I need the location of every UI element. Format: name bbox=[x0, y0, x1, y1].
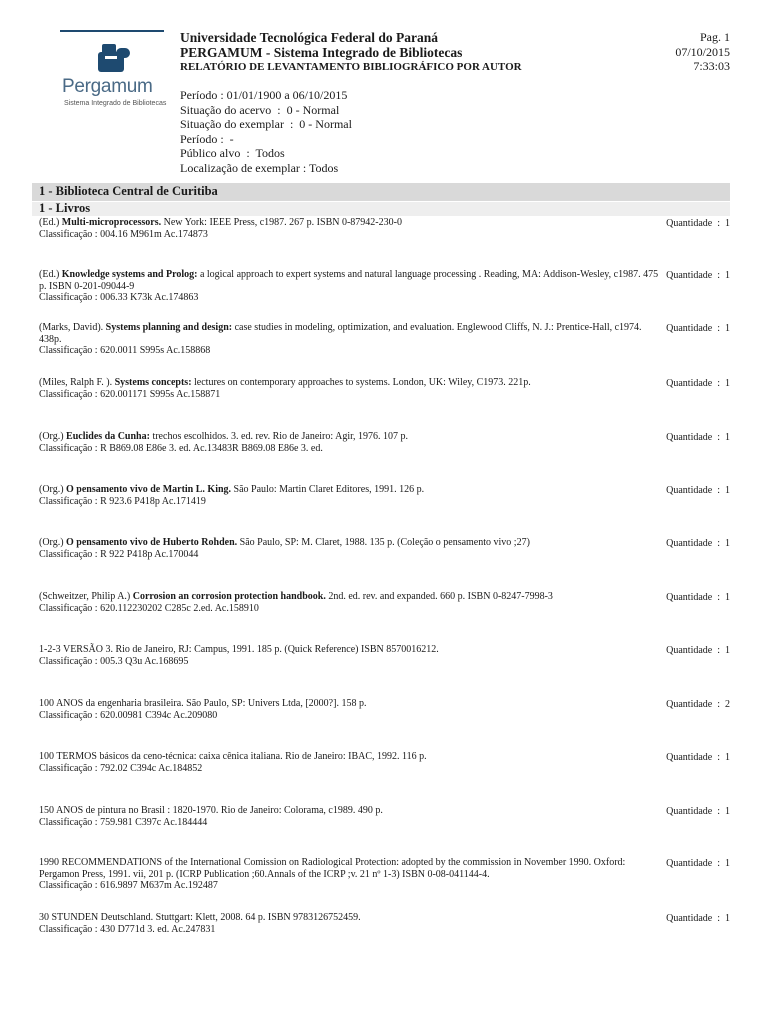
filter-row bbox=[180, 88, 352, 103]
entry-classification: Classificação : 006.33 K73k Ac.174863 bbox=[39, 292, 199, 303]
bibliography-entry bbox=[39, 377, 659, 400]
filter-value: Todos bbox=[255, 146, 285, 161]
report-header bbox=[180, 30, 522, 75]
entry-reference bbox=[39, 857, 659, 880]
filter-label: Período : bbox=[180, 88, 227, 102]
entry-author: (Org.) bbox=[39, 431, 67, 442]
report-title: RELATÓRIO DE LEVANTAMENTO BIBLIOGRÁFICO POR AUTOR bbox=[180, 61, 522, 73]
entry-title: Euclides da Cunha: bbox=[66, 431, 150, 442]
entry-title: Systems concepts: bbox=[114, 377, 192, 388]
bibliography-entry bbox=[39, 857, 659, 892]
entry-quantity bbox=[666, 485, 730, 496]
entry-title: O pensamento vivo de Huberto Rohden. bbox=[66, 537, 238, 548]
logo-top-rule bbox=[60, 30, 164, 32]
quantity-value: 1 bbox=[725, 806, 730, 817]
entry-details: case studies in modeling, optimization, and evaluation. Englewood Cliffs, N. J.: Prentice-Hall, c1974. 438p. bbox=[39, 322, 642, 345]
quantity-value: 1 bbox=[725, 645, 730, 656]
entry-classification: Classificação : 620.001171 S995s Ac.158871 bbox=[39, 388, 221, 400]
entry-classification: Classificação : 616.9897 M637m Ac.192487 bbox=[39, 880, 218, 891]
filter-label: Público alvo : bbox=[180, 146, 256, 161]
entry-title: Systems planning and design: bbox=[105, 322, 233, 333]
entry-quantity bbox=[666, 432, 730, 443]
logo-subtitle: Sistema Integrado de Bibliotecas bbox=[64, 100, 167, 107]
entry-classification: Classificação : R B869.08 E86e 3. ed. Ac.13483R B869.08 E86e 3. ed. bbox=[39, 442, 323, 454]
report-date: 07/10/2015 bbox=[675, 44, 730, 59]
entry-quantity bbox=[666, 538, 730, 549]
report-time: 7:33:03 bbox=[693, 59, 730, 73]
bibliography-entry bbox=[39, 322, 659, 357]
filter-value: Todos bbox=[309, 160, 339, 175]
entry-reference bbox=[39, 698, 659, 710]
filter-row bbox=[180, 132, 352, 147]
pergamum-logo bbox=[58, 30, 168, 110]
bibliography-entry bbox=[39, 805, 659, 828]
quantity-label: Quantidade bbox=[666, 592, 713, 603]
filter-row bbox=[180, 146, 352, 161]
material-type-title: 1 - Livros bbox=[39, 201, 91, 215]
entry-author: (Schweitzer, Philip A.) bbox=[39, 591, 133, 602]
entry-author: (Org.) bbox=[39, 537, 67, 548]
entry-details: 100 TERMOS básicos da ceno-técnica: caixa cênica italiana. Rio de Janeiro: IBAC, 1992. 116 p. bbox=[39, 751, 427, 762]
entry-classification: Classificação : 430 D771d 3. ed. Ac.247831 bbox=[39, 923, 216, 935]
quantity-label: Quantidade bbox=[666, 752, 713, 763]
quantity-separator: : bbox=[712, 806, 725, 817]
quantity-separator: : bbox=[712, 645, 725, 656]
bibliography-entry bbox=[39, 644, 659, 667]
quantity-separator: : bbox=[712, 538, 725, 549]
quantity-separator: : bbox=[712, 323, 725, 334]
entry-reference bbox=[39, 591, 659, 603]
filter-row bbox=[180, 103, 352, 118]
entry-classification: Classificação : 620.00981 C394c Ac.209080 bbox=[39, 709, 218, 721]
entry-quantity bbox=[666, 592, 730, 603]
entry-reference bbox=[39, 644, 659, 656]
filter-label: Situação do acervo : bbox=[180, 102, 287, 117]
library-section-heading bbox=[32, 183, 730, 201]
entry-reference bbox=[39, 431, 659, 443]
entry-reference bbox=[39, 217, 659, 229]
entry-reference bbox=[39, 751, 659, 763]
entry-reference bbox=[39, 484, 659, 496]
entry-reference bbox=[39, 322, 659, 345]
filter-label: Período : bbox=[180, 131, 230, 146]
quantity-separator: : bbox=[712, 858, 725, 869]
bibliography-entry bbox=[39, 698, 659, 721]
quantity-label: Quantidade bbox=[666, 270, 713, 281]
material-type-heading bbox=[32, 202, 730, 216]
quantity-separator: : bbox=[712, 752, 725, 763]
entry-details: New York: IEEE Press, c1987. 267 p. ISBN 0-87942-230-0 bbox=[161, 217, 402, 228]
entry-classification: Classificação : 792.02 C394c Ac.184852 bbox=[39, 762, 203, 774]
entry-author: (Org.) bbox=[39, 484, 67, 495]
entry-quantity bbox=[666, 378, 730, 389]
entry-quantity bbox=[666, 645, 730, 656]
quantity-separator: : bbox=[712, 699, 725, 710]
entry-details: 150 ANOS de pintura no Brasil : 1820-1970. Rio de Janeiro: Colorama, c1989. 490 p. bbox=[39, 805, 383, 816]
bibliography-entry bbox=[39, 912, 659, 935]
quantity-separator: : bbox=[712, 378, 725, 389]
bibliography-entry bbox=[39, 537, 659, 560]
page-info bbox=[675, 30, 730, 74]
entry-title: Multi-microprocessors. bbox=[61, 217, 162, 228]
quantity-value: 1 bbox=[725, 432, 730, 443]
quantity-label: Quantidade bbox=[666, 218, 713, 229]
system-name: PERGAMUM - Sistema Integrado de Bibliotecas bbox=[180, 45, 463, 60]
entry-quantity bbox=[666, 858, 730, 869]
quantity-label: Quantidade bbox=[666, 323, 713, 334]
entry-quantity bbox=[666, 913, 730, 924]
entry-reference bbox=[39, 537, 659, 549]
filter-value: - bbox=[229, 131, 234, 146]
quantity-separator: : bbox=[712, 913, 725, 924]
entry-quantity bbox=[666, 270, 730, 281]
entry-details: 100 ANOS da engenharia brasileira. São Paulo, SP: Univers Ltda, [2000?]. 158 p. bbox=[39, 698, 367, 709]
entry-quantity bbox=[666, 699, 730, 710]
entry-reference bbox=[39, 912, 659, 924]
filter-value: 0 - Normal bbox=[299, 117, 352, 132]
entry-details: 1990 RECOMMENDATIONS of the International Comission on Radiological Protection: adopted by the commission in November 1990. Oxford: Pergamon Press, 1991. vii, 201 p. (ICRP Publication ;60.Annals of the ICRP ;v. 21 nº 1-3) ISBN 0-08-041144-4. bbox=[39, 857, 626, 880]
bibliography-entry bbox=[39, 751, 659, 774]
filter-row bbox=[180, 161, 352, 176]
quantity-value: 1 bbox=[725, 752, 730, 763]
quantity-value: 1 bbox=[725, 485, 730, 496]
entry-quantity bbox=[666, 752, 730, 763]
quantity-label: Quantidade bbox=[666, 432, 713, 443]
bibliography-entry bbox=[39, 484, 659, 507]
filter-value: 01/01/1900 a 06/10/2015 bbox=[226, 88, 348, 102]
entry-reference bbox=[39, 805, 659, 817]
filter-label: Localização de exemplar : bbox=[180, 160, 310, 175]
quantity-separator: : bbox=[712, 432, 725, 443]
entry-classification: Classificação : R 923.6 P418p Ac.171419 bbox=[39, 495, 206, 507]
entry-details: trechos escolhidos. 3. ed. rev. Rio de Janeiro: Agir, 1976. 107 p. bbox=[149, 431, 409, 442]
quantity-label: Quantidade bbox=[666, 538, 713, 549]
entry-classification: Classificação : R 922 P418p Ac.170044 bbox=[39, 548, 199, 560]
bibliography-entry bbox=[39, 591, 659, 614]
bibliography-entry bbox=[39, 217, 659, 240]
institution-name: Universidade Tecnológica Federal do Paraná bbox=[180, 30, 438, 45]
entry-author: (Marks, David). bbox=[39, 322, 106, 333]
quantity-label: Quantidade bbox=[666, 806, 713, 817]
quantity-value: 1 bbox=[725, 592, 730, 603]
quantity-separator: : bbox=[712, 270, 725, 281]
quantity-value: 1 bbox=[725, 858, 730, 869]
entry-classification: Classificação : 759.981 C397c Ac.184444 bbox=[39, 816, 208, 828]
entry-details: São Paulo, SP: M. Claret, 1988. 135 p. (Coleção o pensamento vivo ;27) bbox=[237, 537, 530, 548]
entry-classification: Classificação : 005.3 Q3u Ac.168695 bbox=[39, 655, 189, 667]
bibliography-entry bbox=[39, 269, 659, 304]
entry-details: a logical approach to expert systems and natural language processing . Reading, MA: Addison-Wesley, c1987. 475 p. ISBN 0-201-09044-9 bbox=[39, 269, 659, 292]
entry-quantity bbox=[666, 806, 730, 817]
report-filters bbox=[180, 88, 352, 176]
quantity-label: Quantidade bbox=[666, 858, 713, 869]
entry-reference bbox=[39, 269, 659, 292]
quantity-label: Quantidade bbox=[666, 378, 713, 389]
pergamum-scroll-icon bbox=[96, 42, 132, 74]
entry-details: São Paulo: Martin Claret Editores, 1991. 126 p. bbox=[231, 484, 425, 495]
quantity-label: Quantidade bbox=[666, 913, 713, 924]
quantity-separator: : bbox=[712, 218, 725, 229]
logo-brand: Pergamum bbox=[62, 76, 153, 97]
entry-details: 2nd. ed. rev. and expanded. 660 p. ISBN 0-8247-7998-3 bbox=[325, 591, 553, 602]
entry-author: (Ed.) bbox=[39, 269, 62, 280]
quantity-separator: : bbox=[712, 485, 725, 496]
quantity-value: 1 bbox=[725, 538, 730, 549]
entry-classification: Classificação : 004.16 M961m Ac.174873 bbox=[39, 228, 208, 240]
entry-details: 30 STUNDEN Deutschland. Stuttgart: Klett, 2008. 64 p. ISBN 9783126752459. bbox=[39, 912, 361, 923]
entry-classification: Classificação : 620.0011 S995s Ac.158868 bbox=[39, 345, 211, 356]
entry-title: O pensamento vivo de Martin L. King. bbox=[66, 484, 232, 495]
quantity-value: 1 bbox=[725, 913, 730, 924]
entry-title: Knowledge systems and Prolog: bbox=[61, 269, 198, 280]
quantity-value: 2 bbox=[725, 699, 730, 710]
quantity-label: Quantidade bbox=[666, 645, 713, 656]
quantity-label: Quantidade bbox=[666, 485, 713, 496]
entry-title: Corrosion an corrosion protection handbook. bbox=[132, 591, 326, 602]
entry-classification: Classificação : 620.112230202 C285c 2.ed. Ac.158910 bbox=[39, 602, 259, 614]
filter-row bbox=[180, 117, 352, 132]
bibliography-entry bbox=[39, 431, 659, 454]
quantity-value: 1 bbox=[725, 323, 730, 334]
filter-label: Situação do exemplar : bbox=[180, 117, 300, 132]
entry-quantity bbox=[666, 218, 730, 229]
entry-details: lectures on contemporary approaches to systems. London, UK: Wiley, C1973. 221p. bbox=[191, 377, 531, 388]
quantity-value: 1 bbox=[725, 378, 730, 389]
entry-quantity bbox=[666, 323, 730, 334]
quantity-value: 1 bbox=[725, 270, 730, 281]
entry-author: (Miles, Ralph F. ). bbox=[39, 377, 115, 388]
filter-value: 0 - Normal bbox=[286, 102, 340, 117]
entry-reference bbox=[39, 377, 659, 389]
page-number: Pag. 1 bbox=[700, 30, 730, 44]
quantity-label: Quantidade bbox=[666, 699, 713, 710]
quantity-value: 1 bbox=[725, 218, 730, 229]
entry-details: 1-2-3 VERSÃO 3. Rio de Janeiro, RJ: Campus, 1991. 185 p. (Quick Reference) ISBN 8570016212. bbox=[39, 644, 439, 655]
quantity-separator: : bbox=[712, 592, 725, 603]
entry-author: (Ed.) bbox=[39, 217, 62, 228]
library-section-title: 1 - Biblioteca Central de Curitiba bbox=[39, 184, 218, 198]
